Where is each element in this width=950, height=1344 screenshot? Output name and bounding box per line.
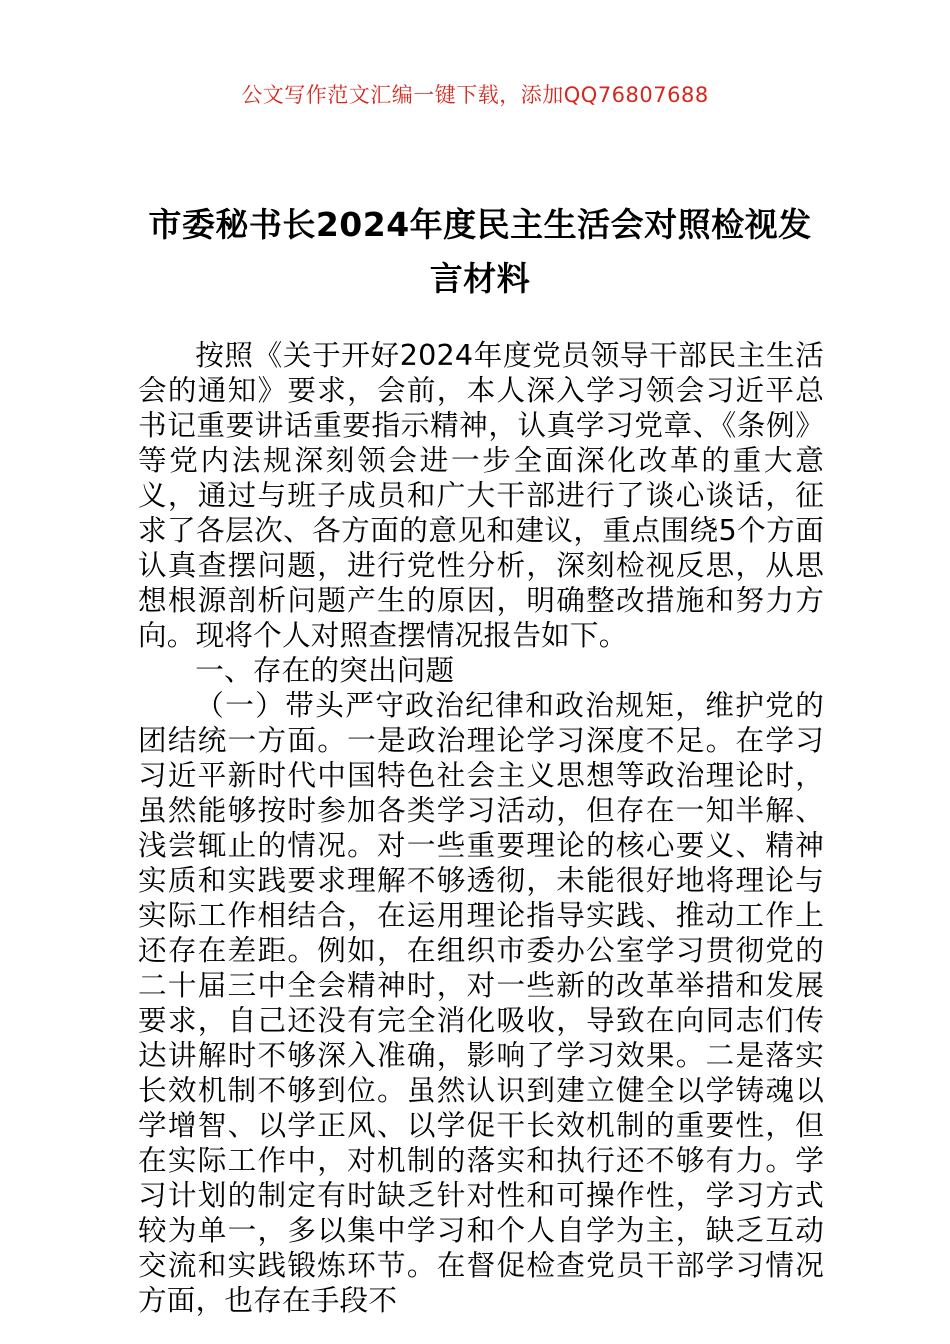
document-body [138,338,824,1318]
promo-header-text: 公文写作范文汇编一键下载，添加QQ76807688 [241,83,709,107]
paragraph-section-heading-one: 一、存在的突出问题 [195,653,455,687]
paragraph-subsection-one: （一）带头严守政治纪律和政治规矩，维护党的团结统一方面。一是政治理论学习深度不足。在学习习近平新时代中国特色社会主义思想等政治理论时，虽然能够按时参加各类学习活动，但存在一知半解、浅尝辄止的情况。对一些重要理论的核心要义、精神实质和实践要求理解不够透彻，未能很好地将理论与实际工作相结合，在运用理论指导实践、推动工作上还存在差距。例如，在组织市委办公室学习贯彻党的二十届三中全会精神时，对一些新的改革举措和发展要求，自己还没有完全消化吸收，导致在向同志们传达讲解时不够深入准确，影响了学习效果。二是落实长效机制不够到位。虽然认识到建立健全以学铸魂以学增智、以学正风、以学促干长效机制的重要性，但在实际工作中，对机制的落实和执行还不够有力。学习计划的制定有时缺乏针对性和可操作性，学习方式较为单一，多以集中学习和个人自学为主，缺乏互动交流和实践锻炼环节。在督促检查党员干部学习情况方面，也存在手段不 [138,688,824,1317]
document-title: 市委秘书长2024年度民主生活会对照检视发言材料 [148,205,812,299]
paragraph-opening: 按照《关于开好2024年度党员领导干部民主生活会的通知》要求，会前，本人深入学习领会习近平总书记重要讲话重要指示精神，认真学习党章、《条例》等党内法规深刻领会进一步全面深化改革的重大意义，通过与班子成员和广大干部进行了谈心谈话，征求了各层次、各方面的意见和建议，重点围绕5个方面认真查摆问题，进行党性分析，深刻检视反思，从思想根源剖析问题产生的原因，明确整改措施和努力方向。现将个人对照查摆情况报告如下。 [138,338,824,652]
